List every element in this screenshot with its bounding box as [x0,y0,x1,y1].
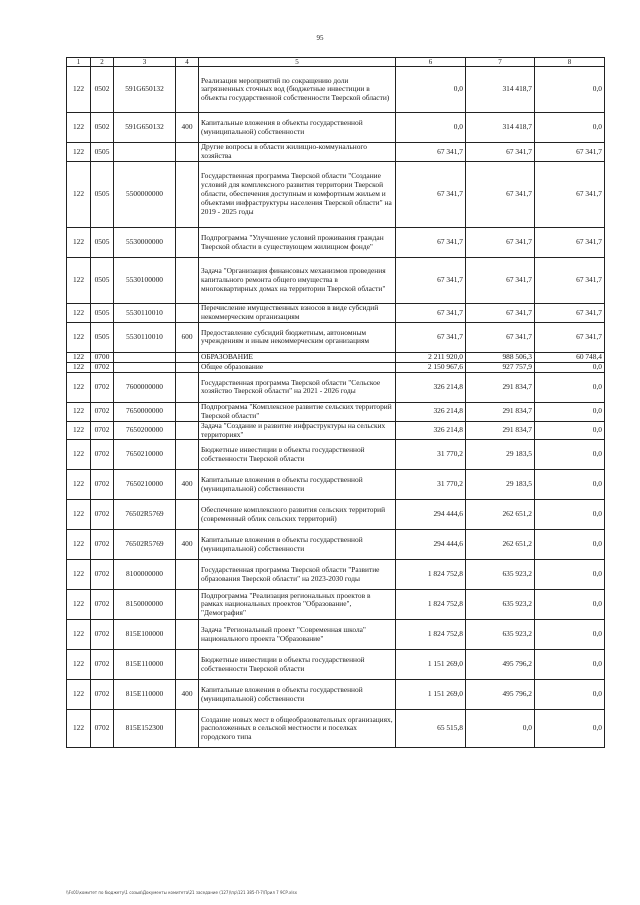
description-cell: ОБРАЗОВАНИЕ [199,352,396,362]
section-code-cell: 0702 [91,530,114,560]
header-cell: 2 [91,58,114,67]
table-row [67,402,605,421]
owner-code-cell: 122 [67,362,91,372]
table-row [67,362,605,372]
amount-col8-cell: 67 341,7 [535,143,605,162]
description-cell: Бюджетные инвестиции в объекты государственной собственности Тверской области [199,650,396,680]
expense-type-cell: 600 [176,322,199,352]
amount-col8-cell: 0,0 [535,620,605,650]
amount-col8-cell: 0,0 [535,402,605,421]
description-cell: Создание новых мест в общеобразовательных организациях, расположенных в сельской местности и поселках городского типа [199,710,396,748]
target-code-cell [114,362,176,372]
amount-col8-cell: 0,0 [535,500,605,530]
expense-type-cell [176,67,199,113]
amount-col8-cell: 67 341,7 [535,258,605,304]
owner-code-cell: 122 [67,258,91,304]
owner-code-cell: 122 [67,304,91,323]
description-cell: Другие вопросы в области жилищно-коммунального хозяйства [199,143,396,162]
amount-col8-cell: 67 341,7 [535,228,605,258]
description-cell: Капитальные вложения в объекты государственной (муниципальной) собственности [199,470,396,500]
section-code-cell: 0505 [91,322,114,352]
owner-code-cell: 122 [67,710,91,748]
owner-code-cell: 122 [67,620,91,650]
description-cell: Капитальные вложения в объекты государственной (муниципальной) собственности [199,680,396,710]
owner-code-cell: 122 [67,67,91,113]
amount-col8-cell: 67 341,7 [535,322,605,352]
amount-col8-cell: 0,0 [535,710,605,748]
section-code-cell: 0702 [91,372,114,402]
table-row [67,304,605,323]
section-code-cell: 0702 [91,590,114,620]
table-row [67,590,605,620]
amount-col8-cell: 67 341,7 [535,304,605,323]
section-code-cell: 0702 [91,470,114,500]
expense-type-cell [176,362,199,372]
section-code-cell: 0702 [91,362,114,372]
owner-code-cell: 122 [67,228,91,258]
section-code-cell: 0702 [91,560,114,590]
section-code-cell: 0702 [91,620,114,650]
section-code-cell: 0702 [91,402,114,421]
table-row [67,352,605,362]
budget-table [66,57,605,748]
owner-code-cell: 122 [67,500,91,530]
expense-type-cell [176,402,199,421]
description-cell: Подпрограмма "Реализация региональных проектов в рамках национальных проектов "Образование", "Демография" [199,590,396,620]
amount-col8-cell: 60 748,4 [535,352,605,362]
target-code-cell: 8150000000 [114,590,176,620]
expense-type-cell [176,590,199,620]
section-code-cell: 0502 [91,67,114,113]
section-code-cell: 0505 [91,143,114,162]
amount-col7-cell: 314 418,7 [466,67,535,113]
amount-col6-cell: 326 214,8 [396,421,466,440]
owner-code-cell: 122 [67,590,91,620]
table-row [67,372,605,402]
amount-col6-cell: 326 214,8 [396,372,466,402]
header-cell: 3 [114,58,176,67]
description-cell: Общее образование [199,362,396,372]
amount-col6-cell: 1 824 752,8 [396,560,466,590]
expense-type-cell [176,710,199,748]
header-cell: 1 [67,58,91,67]
description-cell: Предоставление субсидий бюджетным, автономным учреждениям и иным некоммерческим организациям [199,322,396,352]
amount-col7-cell: 262 651,2 [466,530,535,560]
description-cell: Государственная программа Тверской области "Развитие образования Тверской области" на 2023-2030 годы [199,560,396,590]
section-code-cell: 0505 [91,228,114,258]
description-cell: Перечисление имущественных взносов в виде субсидий некоммерческим организациям [199,304,396,323]
description-cell: Подпрограмма "Улучшение условий проживания граждан Тверской области в существующем жилищном фонде" [199,228,396,258]
expense-type-cell: 400 [176,113,199,143]
amount-col7-cell: 988 506,3 [466,352,535,362]
expense-type-cell [176,162,199,228]
target-code-cell: 815E110000 [114,650,176,680]
description-cell: Подпрограмма "Комплексное развитие сельских территорий Тверской области" [199,402,396,421]
expense-type-cell: 400 [176,530,199,560]
owner-code-cell: 122 [67,650,91,680]
table-row [67,560,605,590]
amount-col7-cell: 67 341,7 [466,304,535,323]
amount-col7-cell: 314 418,7 [466,113,535,143]
owner-code-cell: 122 [67,470,91,500]
expense-type-cell [176,143,199,162]
amount-col7-cell: 67 341,7 [466,322,535,352]
expense-type-cell [176,421,199,440]
description-cell: Задача "Создание и развитие инфраструктуры на сельских территориях" [199,421,396,440]
amount-col6-cell: 2 150 967,6 [396,362,466,372]
amount-col8-cell: 0,0 [535,560,605,590]
amount-col6-cell: 67 341,7 [396,304,466,323]
amount-col7-cell: 635 923,2 [466,590,535,620]
target-code-cell: 815E110000 [114,680,176,710]
owner-code-cell: 122 [67,440,91,470]
amount-col8-cell: 0,0 [535,67,605,113]
section-code-cell: 0505 [91,304,114,323]
expense-type-cell [176,352,199,362]
amount-col7-cell: 0,0 [466,710,535,748]
amount-col6-cell: 31 770,2 [396,440,466,470]
amount-col7-cell: 291 834,7 [466,402,535,421]
target-code-cell: 76502R5769 [114,500,176,530]
target-code-cell: 591G650132 [114,113,176,143]
amount-col7-cell: 495 796,2 [466,650,535,680]
amount-col6-cell: 0,0 [396,113,466,143]
table-row [67,680,605,710]
owner-code-cell: 122 [67,372,91,402]
amount-col6-cell: 1 824 752,8 [396,590,466,620]
amount-col7-cell: 635 923,2 [466,560,535,590]
expense-type-cell [176,560,199,590]
description-cell: Бюджетные инвестиции в объекты государственной собственности Тверской области [199,440,396,470]
expense-type-cell [176,372,199,402]
amount-col8-cell: 0,0 [535,590,605,620]
amount-col8-cell: 0,0 [535,372,605,402]
table-row [67,258,605,304]
target-code-cell: 815E100000 [114,620,176,650]
owner-code-cell: 122 [67,680,91,710]
owner-code-cell: 122 [67,143,91,162]
table-row [67,228,605,258]
expense-type-cell: 400 [176,470,199,500]
amount-col6-cell: 2 211 920,0 [396,352,466,362]
owner-code-cell: 122 [67,352,91,362]
table-row [67,143,605,162]
owner-code-cell: 122 [67,560,91,590]
amount-col6-cell: 67 341,7 [396,162,466,228]
amount-col7-cell: 67 341,7 [466,258,535,304]
target-code-cell: 815E152300 [114,710,176,748]
table-row [67,500,605,530]
amount-col8-cell: 0,0 [535,680,605,710]
expense-type-cell: 400 [176,680,199,710]
target-code-cell: 591G650132 [114,67,176,113]
amount-col7-cell: 67 341,7 [466,162,535,228]
section-code-cell: 0702 [91,421,114,440]
amount-col6-cell: 67 341,7 [396,322,466,352]
amount-col7-cell: 67 341,7 [466,143,535,162]
target-code-cell [114,352,176,362]
table-row [67,440,605,470]
description-cell: Задача "Организация финансовых механизмов проведения капитального ремонта общего имущества в многоквартирных домах на территории Тверской области" [199,258,396,304]
section-code-cell: 0702 [91,680,114,710]
amount-col6-cell: 1 151 269,0 [396,680,466,710]
table-row [67,710,605,748]
description-cell: Капитальные вложения в объекты государственной (муниципальной) собственности [199,530,396,560]
amount-col6-cell: 0,0 [396,67,466,113]
header-row [67,58,605,67]
amount-col8-cell: 0,0 [535,362,605,372]
amount-col6-cell: 326 214,8 [396,402,466,421]
expense-type-cell [176,440,199,470]
amount-col7-cell: 291 834,7 [466,372,535,402]
table-row [67,620,605,650]
table-row [67,322,605,352]
amount-col6-cell: 67 341,7 [396,143,466,162]
expense-type-cell [176,258,199,304]
section-code-cell: 0700 [91,352,114,362]
amount-col8-cell: 0,0 [535,650,605,680]
target-code-cell: 5530000000 [114,228,176,258]
target-code-cell: 7650200000 [114,421,176,440]
table-row [67,162,605,228]
section-code-cell: 0505 [91,258,114,304]
amount-col8-cell: 0,0 [535,421,605,440]
amount-col7-cell: 262 651,2 [466,500,535,530]
header-cell: 4 [176,58,199,67]
amount-col6-cell: 1 151 269,0 [396,650,466,680]
header-cell: 6 [396,58,466,67]
expense-type-cell [176,650,199,680]
target-code-cell: 76502R5769 [114,530,176,560]
target-code-cell [114,143,176,162]
amount-col6-cell: 31 770,2 [396,470,466,500]
amount-col8-cell: 0,0 [535,113,605,143]
expense-type-cell [176,304,199,323]
target-code-cell: 8100000000 [114,560,176,590]
amount-col8-cell: 67 341,7 [535,162,605,228]
header-cell: 5 [199,58,396,67]
amount-col6-cell: 1 824 752,8 [396,620,466,650]
amount-col7-cell: 291 834,7 [466,421,535,440]
section-code-cell: 0702 [91,650,114,680]
description-cell: Государственная программа Тверской области "Сельское хозяйство Тверской области" на 2021 - 2026 годы [199,372,396,402]
amount-col7-cell: 67 341,7 [466,228,535,258]
target-code-cell: 7650000000 [114,402,176,421]
section-code-cell: 0505 [91,162,114,228]
section-code-cell: 0502 [91,113,114,143]
target-code-cell: 7650210000 [114,470,176,500]
table-row [67,650,605,680]
target-code-cell: 5530100000 [114,258,176,304]
section-code-cell: 0702 [91,500,114,530]
owner-code-cell: 122 [67,530,91,560]
description-cell: Реализация мероприятий по сокращению доли загрязненных сточных вод (бюджетные инвестиции в объекты государственной собственности Тверской области) [199,67,396,113]
section-code-cell: 0702 [91,440,114,470]
expense-type-cell [176,228,199,258]
header-cell: 8 [535,58,605,67]
target-code-cell: 7650210000 [114,440,176,470]
expense-type-cell [176,500,199,530]
file-path-footer: \\Fs01\комитет по бюджету\1 созыв\Документы комитета\21 заседание (127)\пр\121 385-П-7\Прил 7 9СР.xlsx [66,890,297,895]
target-code-cell: 5530110010 [114,322,176,352]
amount-col6-cell: 65 515,8 [396,710,466,748]
table-row [67,530,605,560]
table-row [67,67,605,113]
description-cell: Государственная программа Тверской области "Создание условий для комплексного развития территории Тверской области, обеспечения доступным и комфортным жильем и объектами инфраструктуры населения Тверской области" на 2019 - 2025 годы [199,162,396,228]
description-cell: Капитальные вложения в объекты государственной (муниципальной) собственности [199,113,396,143]
amount-col7-cell: 495 796,2 [466,680,535,710]
target-code-cell: 5530110010 [114,304,176,323]
amount-col6-cell: 67 341,7 [396,228,466,258]
page-number: 95 [316,34,324,42]
description-cell: Задача "Региональный проект "Современная школа" национального проекта "Образование" [199,620,396,650]
amount-col6-cell: 67 341,7 [396,258,466,304]
table-row [67,470,605,500]
amount-col7-cell: 29 183,5 [466,440,535,470]
owner-code-cell: 122 [67,113,91,143]
header-cell: 7 [466,58,535,67]
amount-col7-cell: 635 923,2 [466,620,535,650]
expense-type-cell [176,620,199,650]
target-code-cell: 7600000000 [114,372,176,402]
amount-col7-cell: 29 183,5 [466,470,535,500]
amount-col8-cell: 0,0 [535,530,605,560]
owner-code-cell: 122 [67,421,91,440]
target-code-cell: 5500000000 [114,162,176,228]
amount-col8-cell: 0,0 [535,440,605,470]
owner-code-cell: 122 [67,162,91,228]
amount-col7-cell: 927 757,9 [466,362,535,372]
amount-col6-cell: 294 444,6 [396,500,466,530]
section-code-cell: 0702 [91,710,114,748]
amount-col8-cell: 0,0 [535,470,605,500]
owner-code-cell: 122 [67,322,91,352]
amount-col6-cell: 294 444,6 [396,530,466,560]
owner-code-cell: 122 [67,402,91,421]
table-row [67,113,605,143]
table-row [67,421,605,440]
description-cell: Обеспечение комплексного развития сельских территорий (современный облик сельских территорий) [199,500,396,530]
